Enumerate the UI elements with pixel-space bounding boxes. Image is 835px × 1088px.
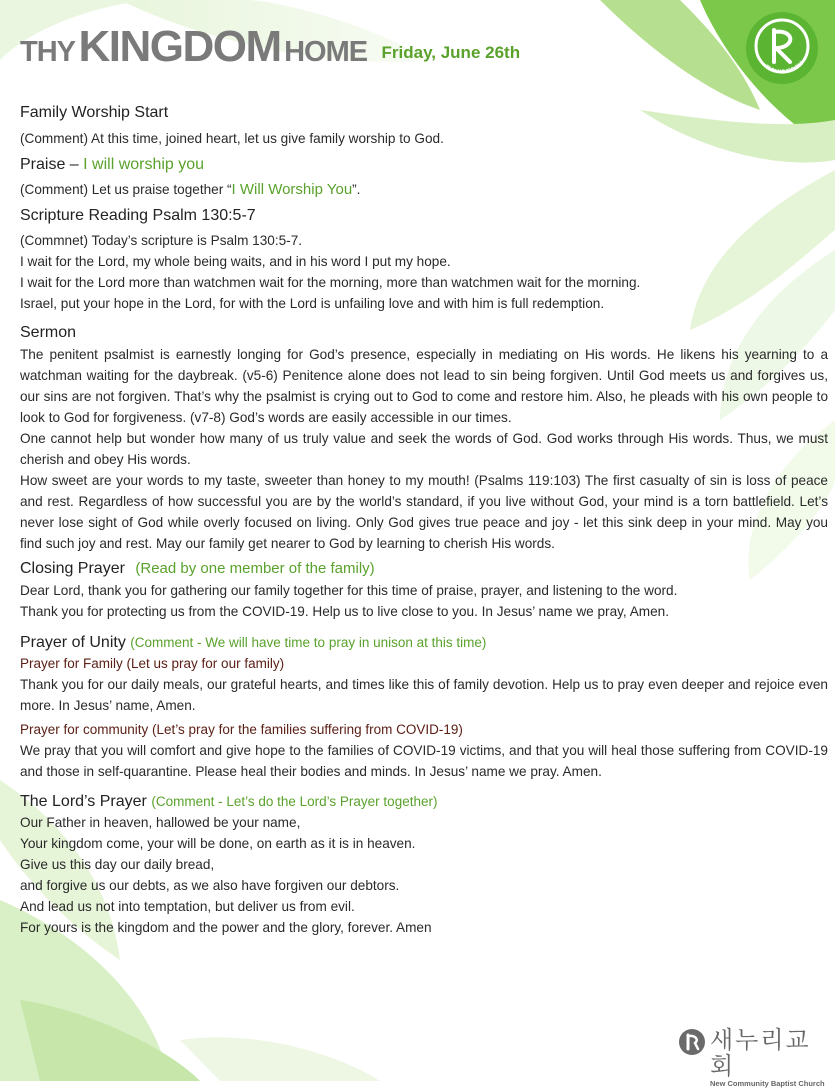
closing-prayer-line: Thank you for protecting us from the COVID-19. Help us to live close to you. In Jesus’ name we pray, Amen.	[20, 604, 670, 619]
praise-heading	[20, 154, 828, 176]
family-prayer-title: Prayer for Family (Let us pray for our family)	[20, 656, 285, 671]
title-home: HOME	[284, 36, 368, 68]
lords-prayer-note: (Comment - Let’s do the Lord’s Prayer together)	[151, 794, 438, 809]
worship-order	[20, 102, 828, 938]
sermon-paragraph: One cannot help but wonder how many of us truly value and seek the words of God. God works through His words. Thus, we must cherish and obey His words.	[20, 431, 828, 467]
community-prayer-text: We pray that you will comfort and give hope to the families of COVID-19 victims, and that you will heal those suffering from COVID-19 and those in self-quarantine. Please heal their bodies and minds. In Jesus’ name we pray. Amen.	[20, 743, 828, 779]
sermon-heading: Sermon	[20, 324, 77, 341]
section-worship-start	[20, 102, 828, 149]
closing-prayer-line: Dear Lord, thank you for gathering our family together for this time of praise, prayer, and listening to the word.	[20, 583, 678, 598]
scripture-line: I wait for the Lord, my whole being waits, and in his word I put my hope.	[20, 254, 451, 269]
unity-heading	[20, 632, 828, 654]
sermon-paragraph: The penitent psalmist is earnestly longing for God’s presence, especially in mediating on His words. He likens his yearning to a watchman waiting for the daybreak. (v5-6) Penitence alone does not lead to sin being forgiven. Until God meets us and forgives us, our sins are not forgiven. That’s why the psalmist is crying out to God to come and restore him. Also, he pleads with his own people to look to God for forgiveness. (v7-8) God’s words are easily accessible in our times.	[20, 347, 828, 425]
praise-song-title: I will worship you	[83, 156, 205, 173]
praise-heading-text: Praise –	[20, 156, 84, 173]
section-sermon	[20, 322, 828, 554]
family-prayer-text: Thank you for our daily meals, our grateful hearts, and times like this of family devotion. Help us to pray even deeper and rejoice even more. In Jesus’ name, Amen.	[20, 677, 828, 713]
section-closing-prayer	[20, 558, 828, 622]
lords-prayer-heading	[20, 792, 828, 812]
praise-comment-song: I Will Worship You	[231, 181, 353, 198]
lords-prayer-line: And lead us not into temptation, but deliver us from evil.	[20, 899, 355, 914]
church-logo	[676, 1027, 835, 1088]
praise-comment-pre: (Comment) Let us praise together “	[20, 182, 232, 197]
section-lords-prayer	[20, 792, 828, 938]
lords-prayer-line: For yours is the kingdom and the power and the glory, forever. Amen	[20, 920, 432, 935]
logo-ring-text: THY KINGDOM	[763, 60, 805, 76]
church-name-korean: 새누리교회	[710, 1026, 811, 1080]
thy-kingdom-logo	[744, 10, 820, 86]
worship-start-heading: Family Worship Start	[20, 104, 169, 121]
section-prayer-of-unity	[20, 632, 828, 782]
lords-prayer-line: and forgive us our debts, as we also have forgiven our debtors.	[20, 878, 400, 893]
section-praise	[20, 154, 828, 200]
lords-prayer-line: Give us this day our daily bread,	[20, 857, 215, 872]
scripture-line: I wait for the Lord more than watchmen wait for the morning, more than watchmen wait for the morning.	[20, 275, 641, 290]
page-title	[20, 22, 367, 72]
worship-start-comment: (Comment) At this time, joined heart, let us give family worship to God.	[20, 131, 444, 146]
unity-title: Prayer of Unity	[20, 634, 126, 651]
sermon-paragraph: How sweet are your words to my taste, sweeter than honey to my mouth! (Psalms 119:103) The first casualty of sin is loss of peace and rest. Regardless of how successful you are by the world’s standard, if you live without God, your mind is a torn battlefield. Let’s never lose sight of God while overly focused on living. Only God gives true peace and joy - let this sink deep in your mind. May you find such joy and rest. May our family get nearer to God by learning to cherish His words.	[20, 473, 828, 551]
date-label: Friday, June 26th	[381, 43, 521, 62]
lords-prayer-line: Your kingdom come, your will be done, on earth as it is in heaven.	[20, 836, 416, 851]
page-header	[20, 22, 520, 72]
unity-note: (Comment - We will have time to pray in unison at this time)	[130, 635, 487, 650]
scripture-line: (Commnet) Today’s scripture is Psalm 130:5-7.	[20, 233, 303, 248]
closing-prayer-title: Closing Prayer	[20, 560, 125, 577]
title-kingdom: KINGDOM	[78, 22, 281, 71]
praise-comment-post: ”.	[352, 182, 361, 197]
lords-prayer-title: The Lord’s Prayer	[20, 793, 147, 810]
closing-prayer-heading	[20, 558, 828, 580]
community-prayer-title: Prayer for community (Let’s pray for the families suffering from COVID-19)	[20, 722, 463, 737]
scripture-line: Israel, put your hope in the Lord, for with the Lord is unfailing love and with him is full redemption.	[20, 296, 605, 311]
praise-comment	[20, 179, 828, 200]
section-scripture	[20, 205, 828, 314]
church-name-english: New Community Baptist Church	[710, 1079, 825, 1088]
title-thy: THY	[20, 36, 75, 68]
closing-prayer-note: (Read by one member of the family)	[135, 560, 375, 577]
lords-prayer-line: Our Father in heaven, hallowed be your name,	[20, 815, 301, 830]
scripture-heading: Scripture Reading Psalm 130:5-7	[20, 207, 256, 224]
